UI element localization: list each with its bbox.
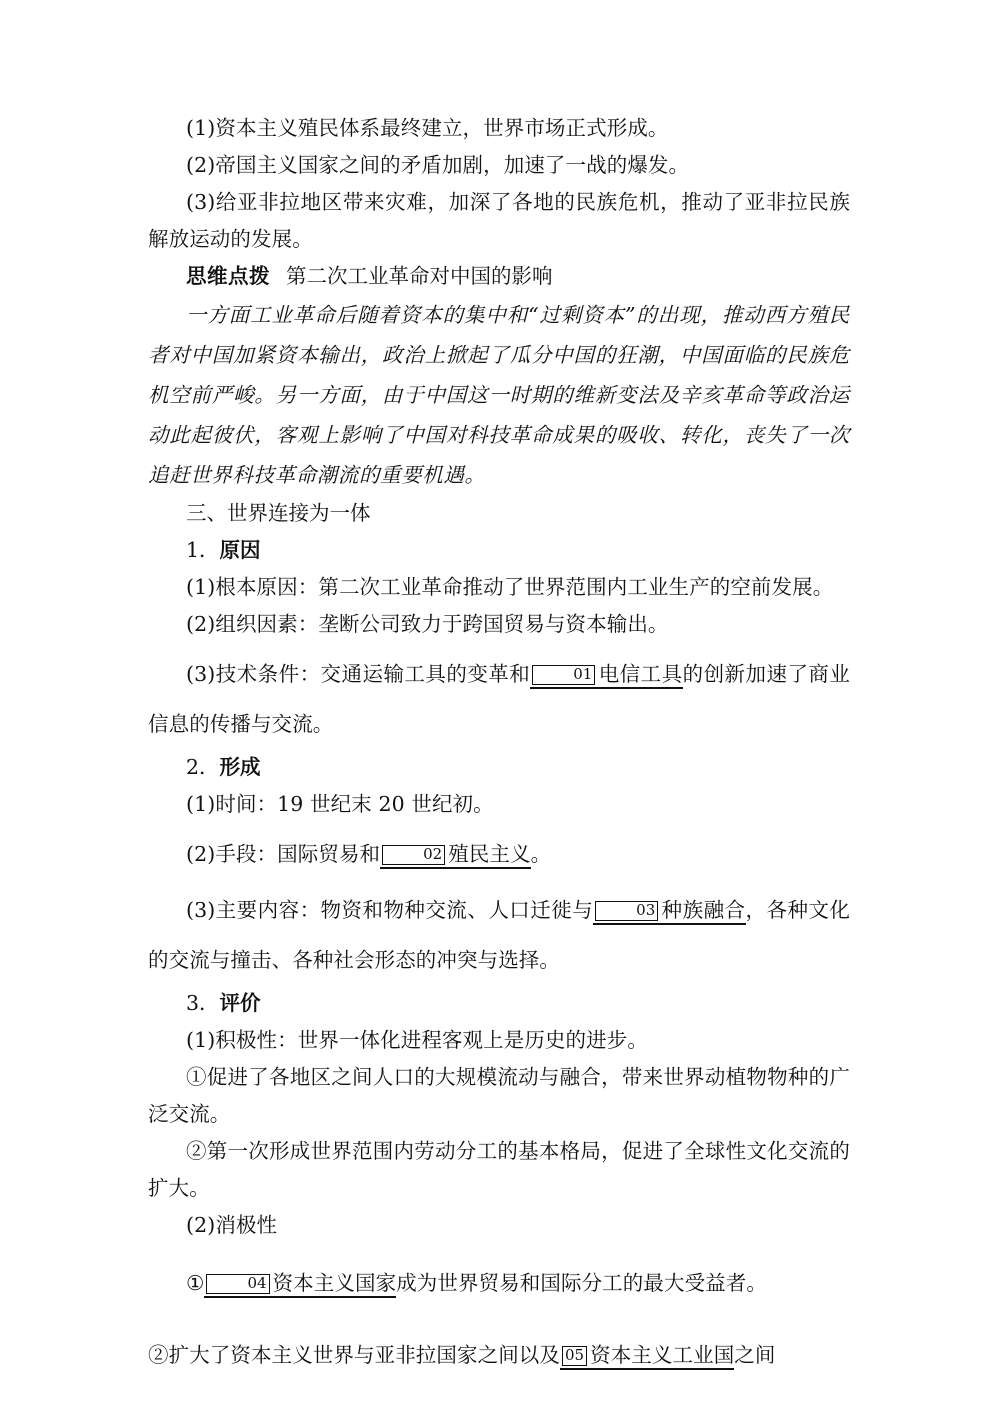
- answer-blank-05: [560, 1343, 734, 1370]
- answer-word-04: 资本主义国家: [272, 1271, 397, 1295]
- evaluation-negative-2-before: ②扩大了资本主义世界与亚非拉国家之间以及: [148, 1343, 560, 1367]
- evaluation-positive: (1)积极性：世界一体化进程客观上是历史的进步。: [186, 1028, 648, 1052]
- formation-item-2: [148, 829, 850, 879]
- evaluation-positive-2: ②第一次形成世界范围内劳动分工的基本格局，促进了全球性文化交流的扩大。: [148, 1139, 850, 1200]
- cause-item-3: [148, 649, 850, 749]
- evaluation-negative-2: [148, 1330, 850, 1380]
- cause-item-2: (2)组织因素：垄断公司致力于跨国贸易与资本输出。: [186, 612, 669, 636]
- answer-blank-02: [380, 842, 531, 869]
- cause-item-3-after: 的创新加速了商业信息的传播与交流。: [148, 662, 850, 736]
- tip-heading: [148, 258, 850, 295]
- evaluation-negative-2-after: 之间: [734, 1343, 776, 1367]
- evaluation-negative-1-before: ①: [186, 1271, 205, 1295]
- answer-number-04: 04: [206, 1274, 269, 1294]
- paragraph-2: (2)帝国主义国家之间的矛盾加剧，加速了一战的爆发。: [186, 153, 690, 177]
- answer-number-03: 03: [595, 901, 658, 921]
- heading-2-text: 形成: [219, 755, 261, 779]
- paragraph-3: (3)给亚非拉地区带来灾难，加深了各地的民族危机，推动了亚非拉民族解放运动的发展。: [148, 190, 850, 251]
- formation-item-3-before: (3)主要内容：物资和物种交流、人口迁徙与: [186, 898, 594, 922]
- answer-number-05: 05: [562, 1346, 587, 1366]
- paragraph-1: (1)资本主义殖民体系最终建立，世界市场正式形成。: [186, 116, 669, 140]
- evaluation-negative-1-after: 成为世界贸易和国际分工的最大受益者。: [396, 1271, 767, 1295]
- answer-word-03: 种族融合: [661, 898, 746, 922]
- heading-1-text: 原因: [219, 538, 261, 562]
- heading-2-formation: [148, 749, 850, 786]
- formation-item-1: (1)时间：19 世纪末 20 世纪初。: [186, 792, 494, 816]
- evaluation-negative: (2)消极性: [186, 1213, 278, 1237]
- formation-item-2-after: 。: [530, 842, 552, 866]
- formation-item-3-after: ，各种文化的交流与撞击、各种社会形态的冲突与选择。: [148, 898, 850, 972]
- answer-blank-04: [204, 1271, 396, 1298]
- formation-item-3: [148, 885, 850, 985]
- evaluation-negative-1: [148, 1258, 850, 1308]
- answer-blank-03: [593, 898, 745, 925]
- tip-title: 第二次工业革命对中国的影响: [286, 264, 553, 288]
- cause-item-1: (1)根本原因：第二次工业革命推动了世界范围内工业生产的空前发展。: [186, 575, 834, 599]
- spacer: [148, 1244, 850, 1258]
- spacer: [148, 1308, 850, 1330]
- heading-1-cause: [148, 532, 850, 569]
- formation-item-2-before: (2)手段：国际贸易和: [186, 842, 381, 866]
- answer-number-02: 02: [382, 845, 445, 865]
- answer-blank-01: [530, 662, 682, 689]
- answer-word-01: 电信工具: [598, 662, 683, 686]
- answer-word-05: 资本主义工业国: [590, 1343, 735, 1367]
- tip-label: 思维点拨: [186, 264, 270, 288]
- heading-1-number: 1．: [186, 538, 220, 562]
- tip-body: 一方面工业革命后随着资本的集中和“过剩资本”的出现，推动西方殖民者对中国加紧资本输出，政治上掀起了瓜分中国的狂潮，中国面临的民族危机空前严峻。另一方面，由于中国这一时期的维新变法及辛亥革命等政治运动此起彼伏，客观上影响了中国对科技革命成果的吸收、转化，丧失了一次追赶世界科技革命潮流的重要机遇。: [148, 303, 850, 487]
- section-heading: 三、世界连接为一体: [186, 501, 371, 525]
- answer-word-02: 殖民主义: [448, 842, 531, 866]
- heading-2-number: 2．: [186, 755, 220, 779]
- answer-number-01: 01: [532, 665, 595, 685]
- heading-3-evaluation: [148, 985, 850, 1022]
- heading-3-text: 评价: [219, 991, 261, 1015]
- evaluation-positive-1: ①促进了各地区之间人口的大规模流动与融合，带来世界动植物物种的广泛交流。: [148, 1065, 850, 1126]
- heading-3-number: 3．: [186, 991, 220, 1015]
- cause-item-3-before: (3)技术条件：交通运输工具的变革和: [186, 662, 531, 686]
